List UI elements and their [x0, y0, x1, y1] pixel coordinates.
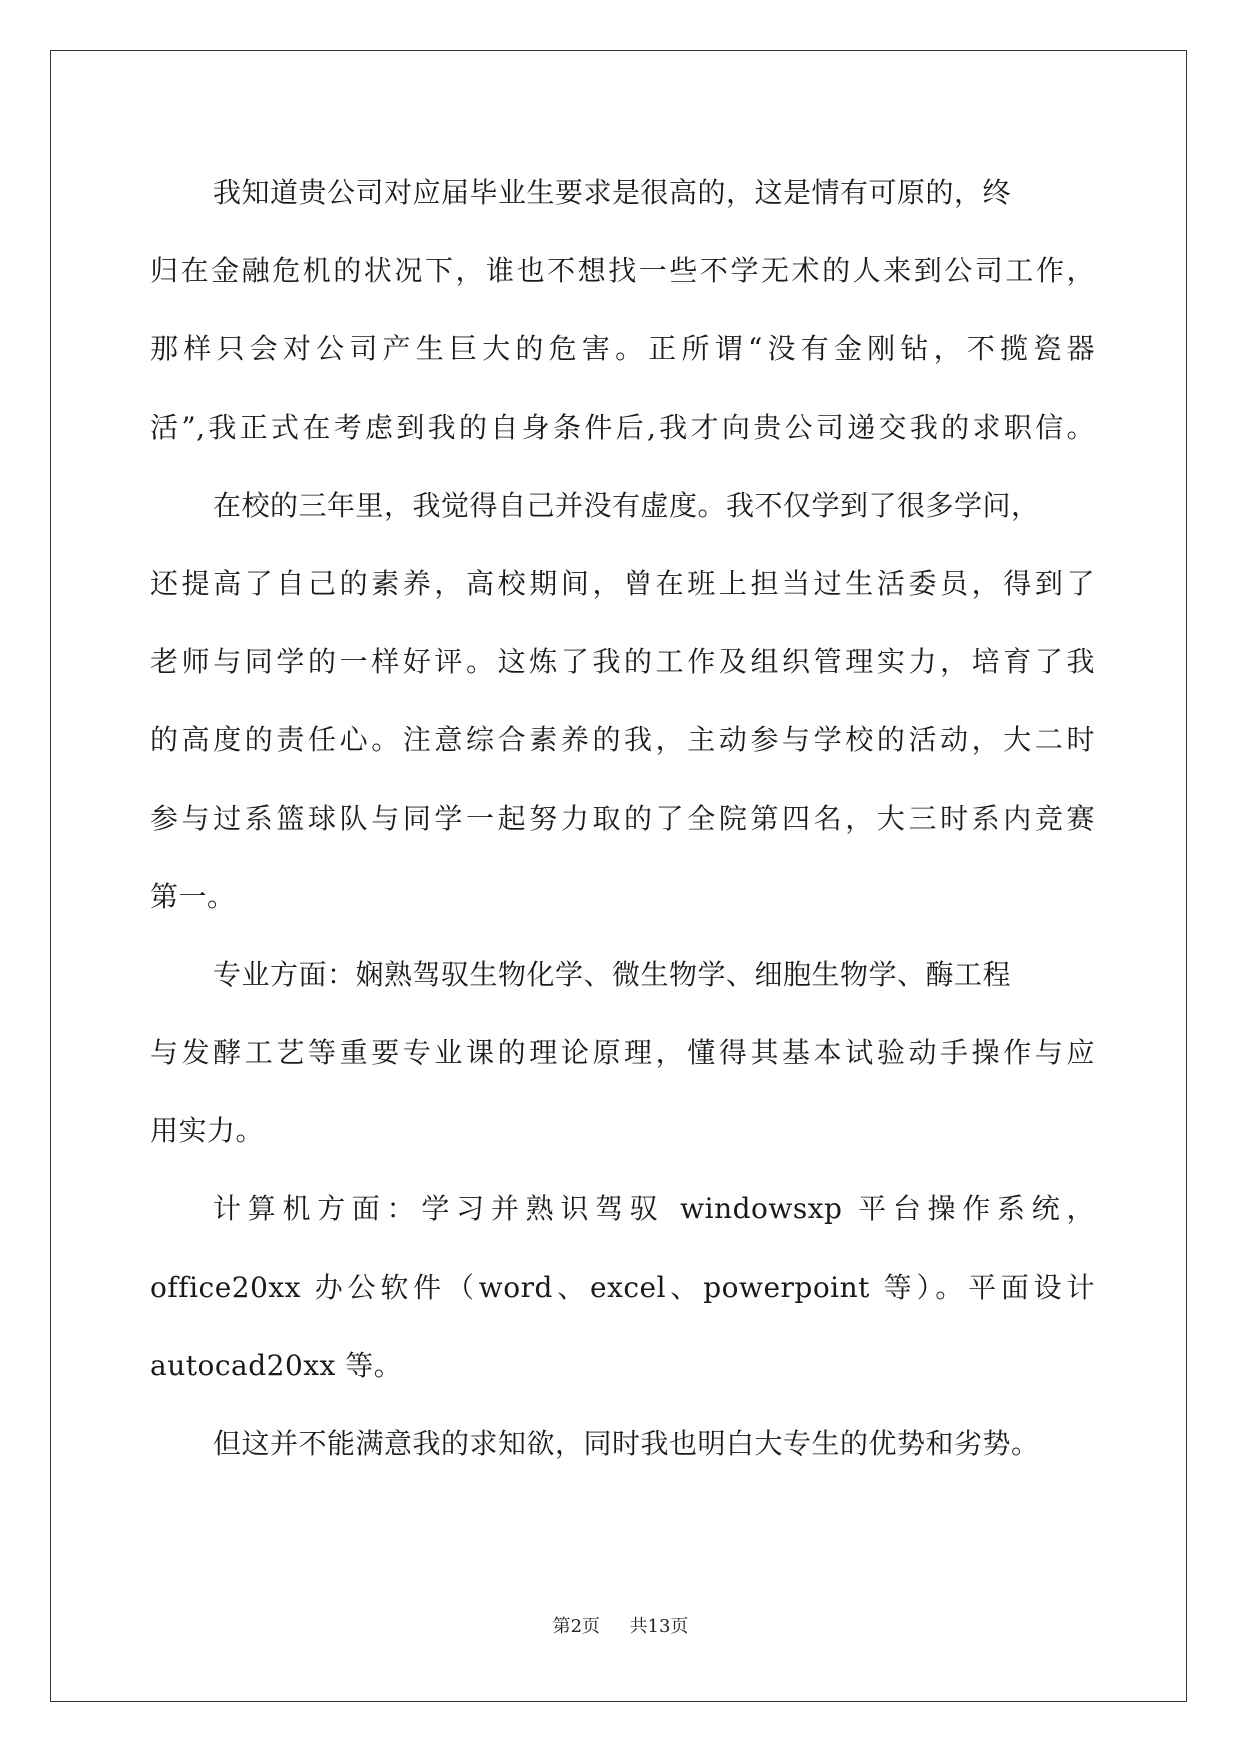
paragraph-line: 活”,我正式在考虑到我的自身条件后,我才向贵公司递交我的求职信。	[150, 410, 1095, 444]
paragraph-line: 我知道贵公司对应届毕业生要求是很高的，这是情有可原的，终	[213, 176, 1012, 209]
paragraph-line: 用实力。	[150, 1114, 265, 1148]
paragraph-line: 在校的三年里，我觉得自己并没有虚度。我不仅学到了很多学问，	[213, 488, 1040, 522]
paragraph-line: autocad20xx 等。	[150, 1348, 403, 1382]
paragraph-line: 但这并不能满意我的求知欲，同时我也明白大专生的优势和劣势。	[213, 1427, 1040, 1460]
paragraph-line: 第一。	[150, 879, 236, 913]
document-body	[150, 154, 1095, 1483]
paragraph-line: 与发酵工艺等重要专业课的理论原理，懂得其基本试验动手操作与应	[150, 1036, 1095, 1070]
paragraph-line: 那样只会对公司产生巨大的危害。正所谓“没有金刚钻，不揽瓷器	[150, 332, 1095, 366]
page-total: 共13页	[629, 1616, 689, 1637]
paragraph-line: 计算机方面：学习并熟识驾驭 windowsxp 平台操作系统，	[213, 1192, 1095, 1226]
paragraph-line: 参与过系篮球队与同学一起努力取的了全院第四名，大三时系内竞赛	[150, 801, 1095, 835]
paragraph-line: office20xx 办公软件（word、excel、powerpoint 等）。平面设计	[150, 1270, 1095, 1304]
paragraph-line: 的高度的责任心。注意综合素养的我，主动参与学校的活动，大二时	[150, 723, 1095, 757]
page-number: 第2页	[552, 1616, 601, 1637]
page-footer	[0, 1612, 1241, 1638]
paragraph-line: 归在金融危机的状况下，谁也不想找一些不学无术的人来到公司工作，	[150, 254, 1095, 288]
paragraph-line: 还提高了自己的素养，高校期间，曾在班上担当过生活委员，得到了	[150, 566, 1095, 600]
paragraph-line: 老师与同学的一样好评。这炼了我的工作及组织管理实力，培育了我	[150, 645, 1095, 679]
paragraph-line: 专业方面：娴熟驾驭生物化学、微生物学、细胞生物学、酶工程	[213, 957, 1012, 991]
